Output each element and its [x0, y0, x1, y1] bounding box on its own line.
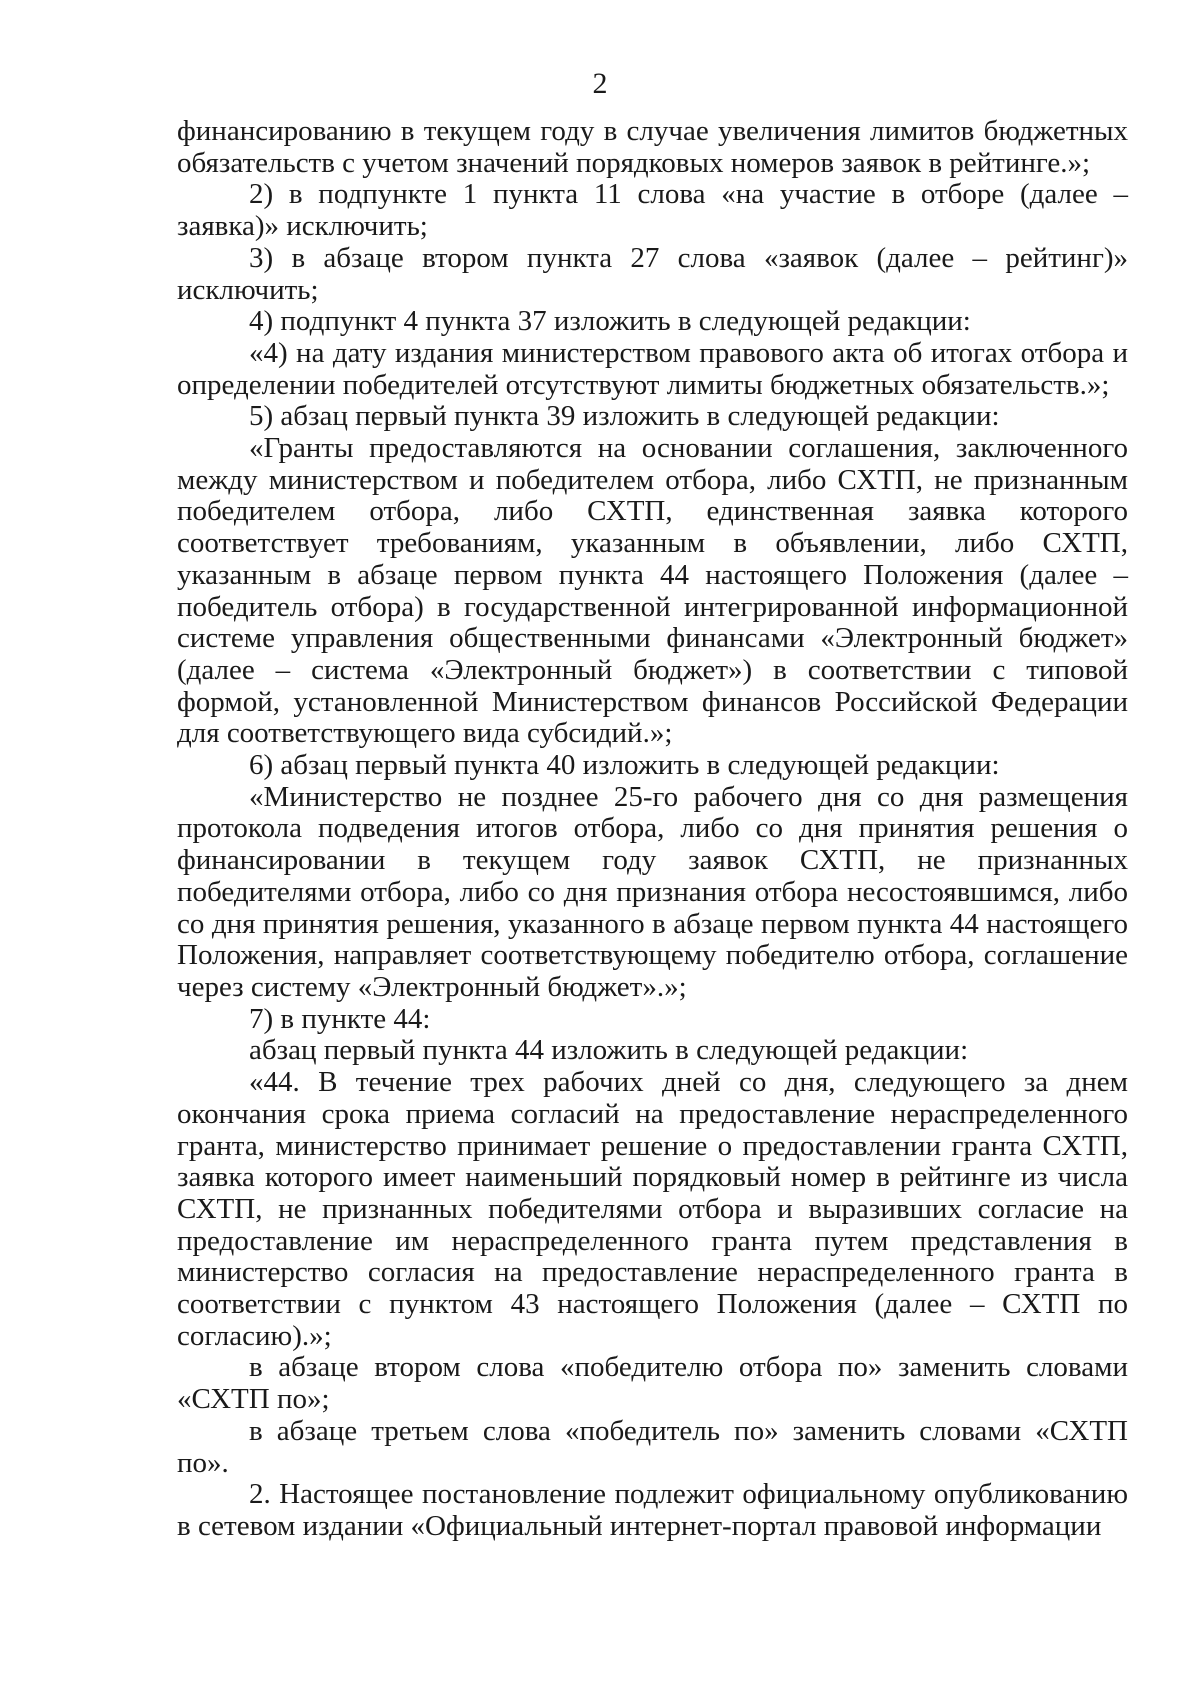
document-body: [177, 116, 1128, 1543]
paragraph-7: «Гранты предоставляются на основании соглашения, заключенного между министерством и победителем отбора, либо СХТП, не признанным победителем отбора, либо СХТП, единственная заявка которого соответствует требованиям, указанным в объявлении, либо СХТП, указанным в абзаце первом пункта 44 настоящего Положения (далее – победитель отбора) в государственной интегрированной информационной системе управления общественными финансами «Электронный бюджет» (далее – система «Электронный бюджет») в соответствии с типовой формой, установленной Министерством финансов Российской Федерации для соответствующего вида субсидий.»;: [177, 432, 1128, 750]
page-number: 2: [592, 67, 608, 100]
paragraph-3: 3) в абзаце втором пункта 27 слова «заявок (далее – рейтинг)» исключить;: [177, 241, 1128, 306]
paragraph-5: «4) на дату издания министерством правового акта об итогах отбора и определении победителей отсутствуют лимиты бюджетных обязательств.»;: [177, 336, 1128, 401]
paragraph-10: 7) в пункте 44:: [249, 1002, 431, 1035]
paragraph-14: в абзаце третьем слова «победитель по» заменить словами «СХТП по».: [177, 1414, 1128, 1479]
paragraph-6: 5) абзац первый пункта 39 изложить в следующей редакции:: [249, 400, 1000, 433]
paragraph-13: в абзаце втором слова «победителю отбора по» заменить словами «СХТП по»;: [177, 1351, 1128, 1416]
paragraph-9: «Министерство не позднее 25-го рабочего дня со дня размещения протокола подведения итогов отбора, либо со дня принятия решения о финансировании в текущем году заявок СХТП, не признанных победителями отбора, либо со дня признания отбора несостоявшимся, либо со дня принятия решения, указанного в абзаце первом пункта 44 настоящего Положения, направляет соответствующему победителю отбора, соглашение через систему «Электронный бюджет».»;: [177, 780, 1128, 1003]
paragraph-8: 6) абзац первый пункта 40 изложить в следующей редакции:: [249, 749, 1000, 782]
paragraph-4: 4) подпункт 4 пункта 37 изложить в следующей редакции:: [249, 305, 971, 338]
paragraph-15: 2. Настоящее постановление подлежит официальному опубликованию в сетевом издании «Официальный интернет-портал правовой информации: [177, 1478, 1128, 1542]
paragraph-1: финансированию в текущем году в случае увеличения лимитов бюджетных обязательств с учетом значений порядковых номеров заявок в рейтинге.»;: [177, 115, 1128, 179]
paragraph-2: 2) в подпункте 1 пункта 11 слова «на участие в отборе (далее – заявка)» исключить;: [177, 178, 1128, 243]
paragraph-12: «44. В течение трех рабочих дней со дня, следующего за днем окончания срока приема согласий на предоставление нераспределенного гранта, министерство принимает решение о предоставлении гранта СХТП, заявка которого имеет наименьший порядковый номер в рейтинге из числа СХТП, не признанных победителями отбора и выразивших согласие на предоставление им нераспределенного гранта путем представления в министерство согласия на предоставление нераспределенного гранта в соответствии с пунктом 43 настоящего Положения (далее – СХТП по согласию).»;: [177, 1066, 1128, 1352]
paragraph-11: абзац первый пункта 44 изложить в следующей редакции:: [249, 1034, 969, 1067]
